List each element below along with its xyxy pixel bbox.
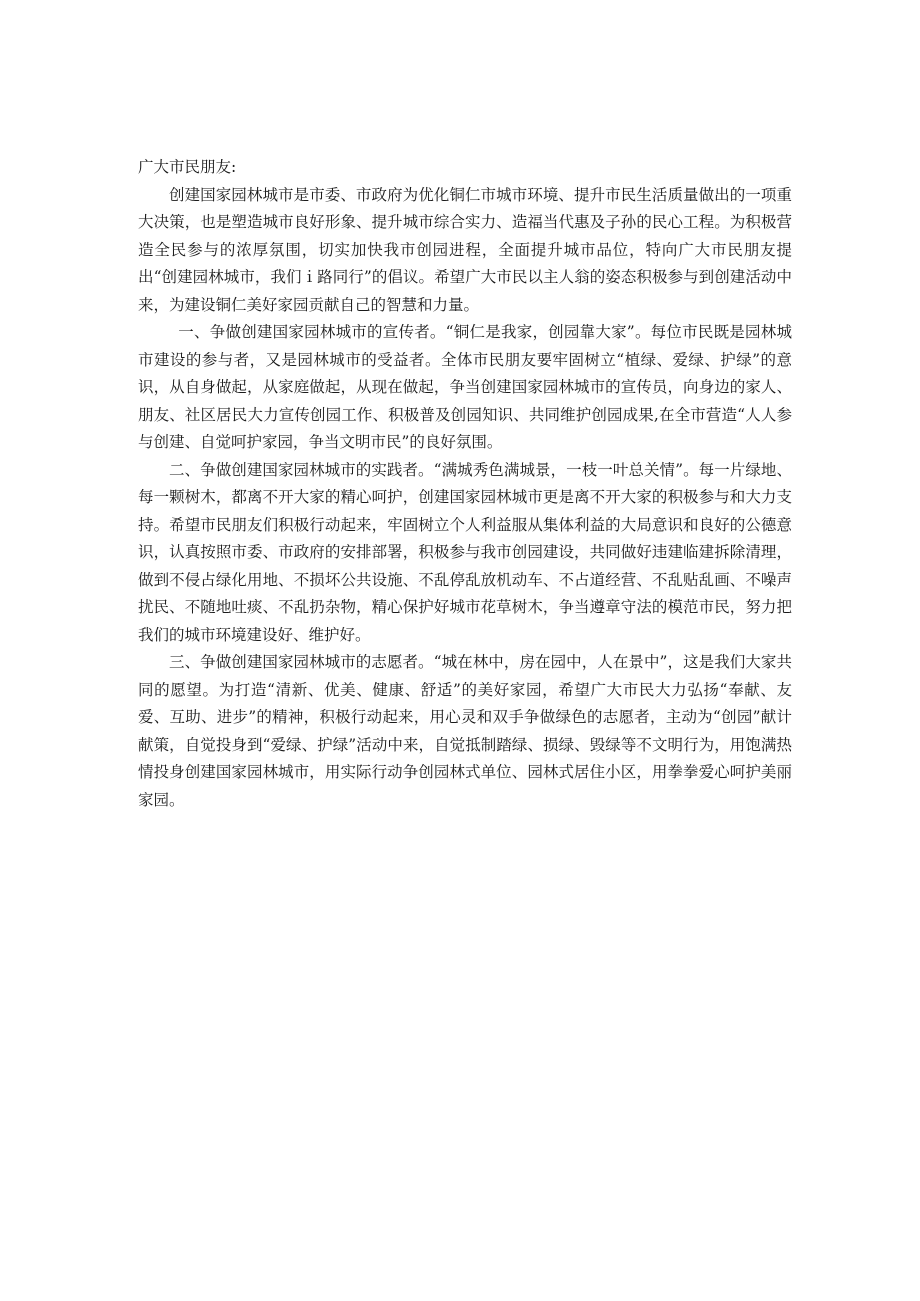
paragraph-practitioner: 二、争做创建国家园林城市的实践者。“满城秀色满城景，一枝一叶总关情”。每一片绿地、每一颗树木，都离不开大家的精心呵护，创建国家园林城市更是离不开大家的积极参与和大力支持。希望市民朋友们积极行动起来，牢固树立个人利益服从集体利益的大局意识和良好的公德意识，认真按照市委、市政府的安排部署，积极参与我市创园建设，共同做好违建临建拆除清理，做到不侵占绿化用地、不损坏公共设施、不乱停乱放机动车、不占道经营、不乱贴乱画、不噪声扰民、不随地吐痰、不乱扔杂物，精心保护好城市花草树木，争当遵章守法的模范市民，努力把我们的城市环境建设好、维护好。 <box>138 460 792 644</box>
salutation: 广大市民朋友: <box>138 158 237 176</box>
paragraph-volunteer: 三、争做创建国家园林城市的志愿者。“城在林中，房在园中，人在景中”，这是我们大家共同的愿望。为打造“清新、优美、健康、舒适”的美好家园，希望广大市民大力弘扬“奉献、友爱、互助、进步”的精神，积极行动起来，用心灵和双手争做绿色的志愿者，主动为“创园”献计献策，自觉投身到“爱绿、护绿”活动中来，自觉抵制踏绿、损绿、毁绿等不文明行为，用饱满热情投身创建国家园林城市，用实际行动争创园林式单位、园林式居住小区，用拳拳爱心呵护美丽家园。 <box>138 653 792 809</box>
paragraph-publicist: 一、争做创建国家园林城市的宣传者。“铜仁是我家，创园靠大家”。每位市民既是园林城市建设的参与者，又是园林城市的受益者。全体市民朋友要牢固树立“植绿、爱绿、护绿”的意识，从自身做起，从家庭做起，从现在做起，争当创建国家园林城市的宣传员，向身边的家人、朋友、社区居民大力宣传创园工作、积极普及创园知识、共同维护创园成果,在全市营造“人人参与创建、自觉呵护家园，争当文明市民”的良好氛围。 <box>138 323 792 451</box>
document-body <box>138 154 792 814</box>
paragraph-intro: 创建国家园林城市是市委、市政府为优化铜仁市城市环境、提升市民生活质量做出的一项重大决策，也是塑造城市良好形象、提升城市综合实力、造福当代惠及子孙的民心工程。为积极营造全民参与的浓厚氛围，切实加快我市创园进程，全面提升城市品位，特向广大市民朋友提出“创建园林城市，我们ｉ路同行”的倡议。希望广大市民以主人翁的姿态积极参与到创建活动中来，为建设铜仁美好家园贡献自己的智慧和力量。 <box>138 185 792 314</box>
